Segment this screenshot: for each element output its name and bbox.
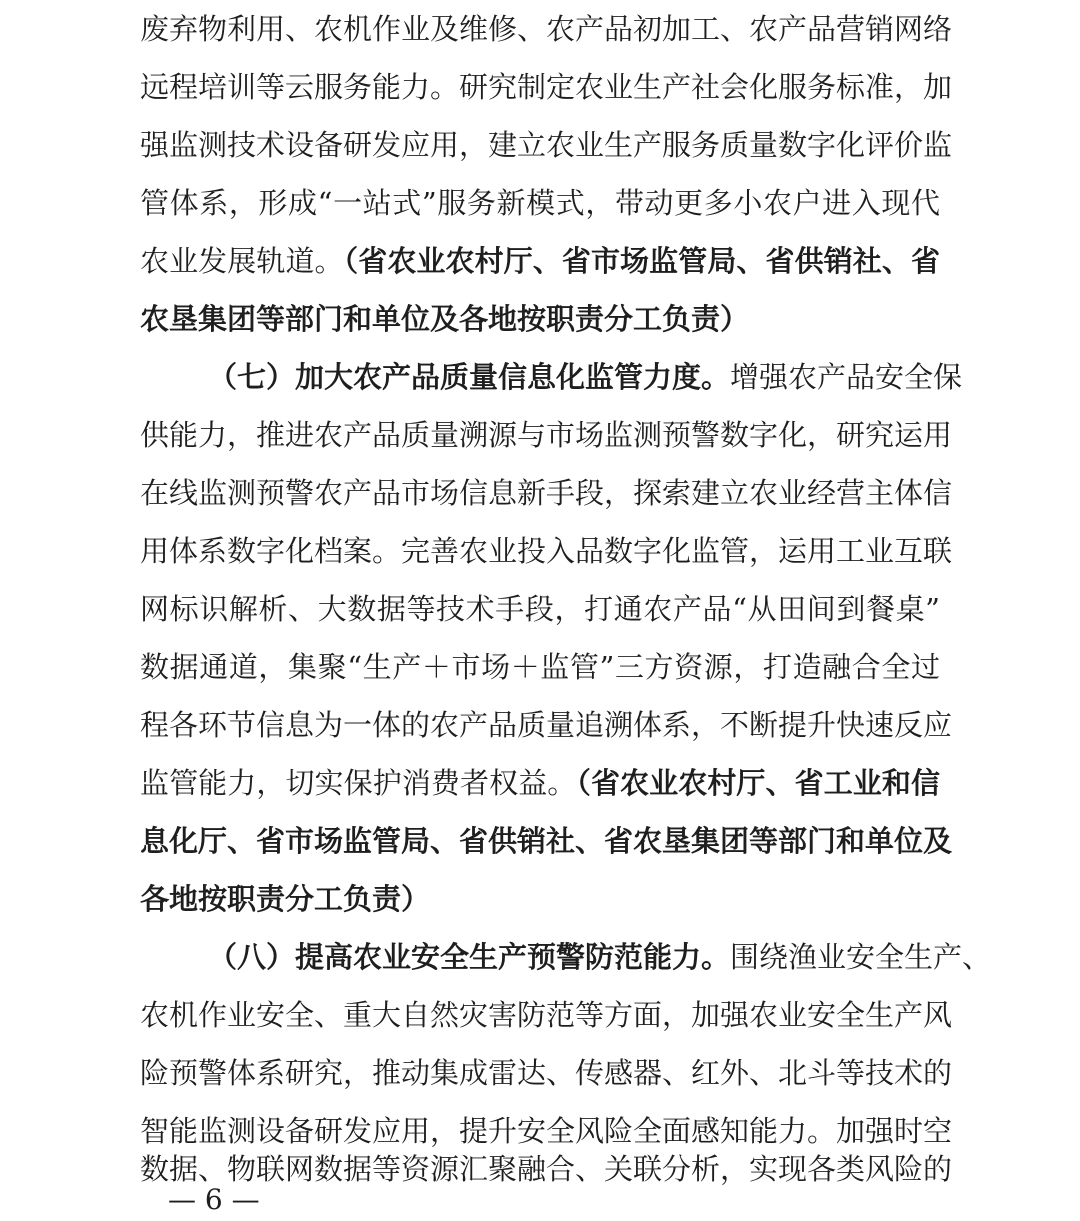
body-text-line: 用体系数字化档案。完善农业投入品数字化监管，运用工业互联 [140, 534, 953, 568]
body-text-line: 农机作业安全、重大自然灾害防范等方面，加强农业安全生产风 [140, 998, 953, 1032]
body-text-line: 管体系，形成“一站式”服务新模式，带动更多小农户进入现代 [140, 186, 940, 220]
body-text-line: 程各环节信息为一体的农产品质量追溯体系，不断提升快速反应 [140, 708, 953, 742]
section-heading-8: （八）提高农业安全生产预警防范能力。 [208, 940, 731, 974]
responsibility-note: 息化厅、省市场监管局、省供销社、省农垦集团等部门和单位及 [140, 824, 953, 858]
body-text-line [140, 290, 940, 348]
section-heading-7: （七）加大农产品质量信息化监管力度。 [208, 360, 731, 394]
body-text-line: 数据、物联网数据等资源汇聚融合、关联分析，实现各类风险的 [140, 1152, 953, 1186]
section-heading-line: （七）加大农产品质量信息化监管力度。增强农产品安全保 [208, 360, 963, 394]
body-text-line: 强监测技术设备研发应用，建立农业生产服务质量数字化评价监 [140, 128, 953, 162]
body-text-line: 险预警体系研究，推动集成雷达、传感器、红外、北斗等技术的 [140, 1056, 953, 1090]
body-text-line: 智能监测设备研发应用，提升安全风险全面感知能力。加强时空 [140, 1114, 953, 1148]
body-text-line: 网标识解析、大数据等技术手段，打通农产品“从田间到餐桌” [140, 592, 940, 626]
responsibility-note: （省农业农村厅、省市场监管局、省供销社、省 [343, 244, 940, 278]
body-text-line [140, 870, 940, 928]
responsibility-note: （省农业农村厅、省工业和信 [576, 766, 940, 800]
body-text-line: 在线监测预警农产品市场信息新手段，探索建立农业经营主体信 [140, 476, 953, 510]
body-text-line: 供能力，推进农产品质量溯源与市场监测预警数字化，研究运用 [140, 418, 953, 452]
body-text-line [140, 812, 953, 870]
page-number: — 6 — [168, 1183, 260, 1216]
body-text-line: 数据通道，集聚“生产＋市场＋监管”三方资源，打造融合全过 [140, 650, 940, 684]
section-heading-line: （八）提高农业安全生产预警防范能力。围绕渔业安全生产、 [208, 940, 992, 974]
responsibility-note: 各地按职责分工负责） [140, 882, 431, 916]
responsibility-note: 农垦集团等部门和单位及各地按职责分工负责） [140, 302, 750, 336]
body-text-line: 废弃物利用、农机作业及维修、农产品初加工、农产品营销网络 [140, 12, 953, 46]
body-text-line: 农业发展轨道。（省农业农村厅、省市场监管局、省供销社、省 [140, 244, 940, 278]
body-text-line: 监管能力，切实保护消费者权益。（省农业农村厅、省工业和信 [140, 766, 940, 800]
body-text-line: 远程培训等云服务能力。研究制定农业生产社会化服务标准，加 [140, 70, 953, 104]
